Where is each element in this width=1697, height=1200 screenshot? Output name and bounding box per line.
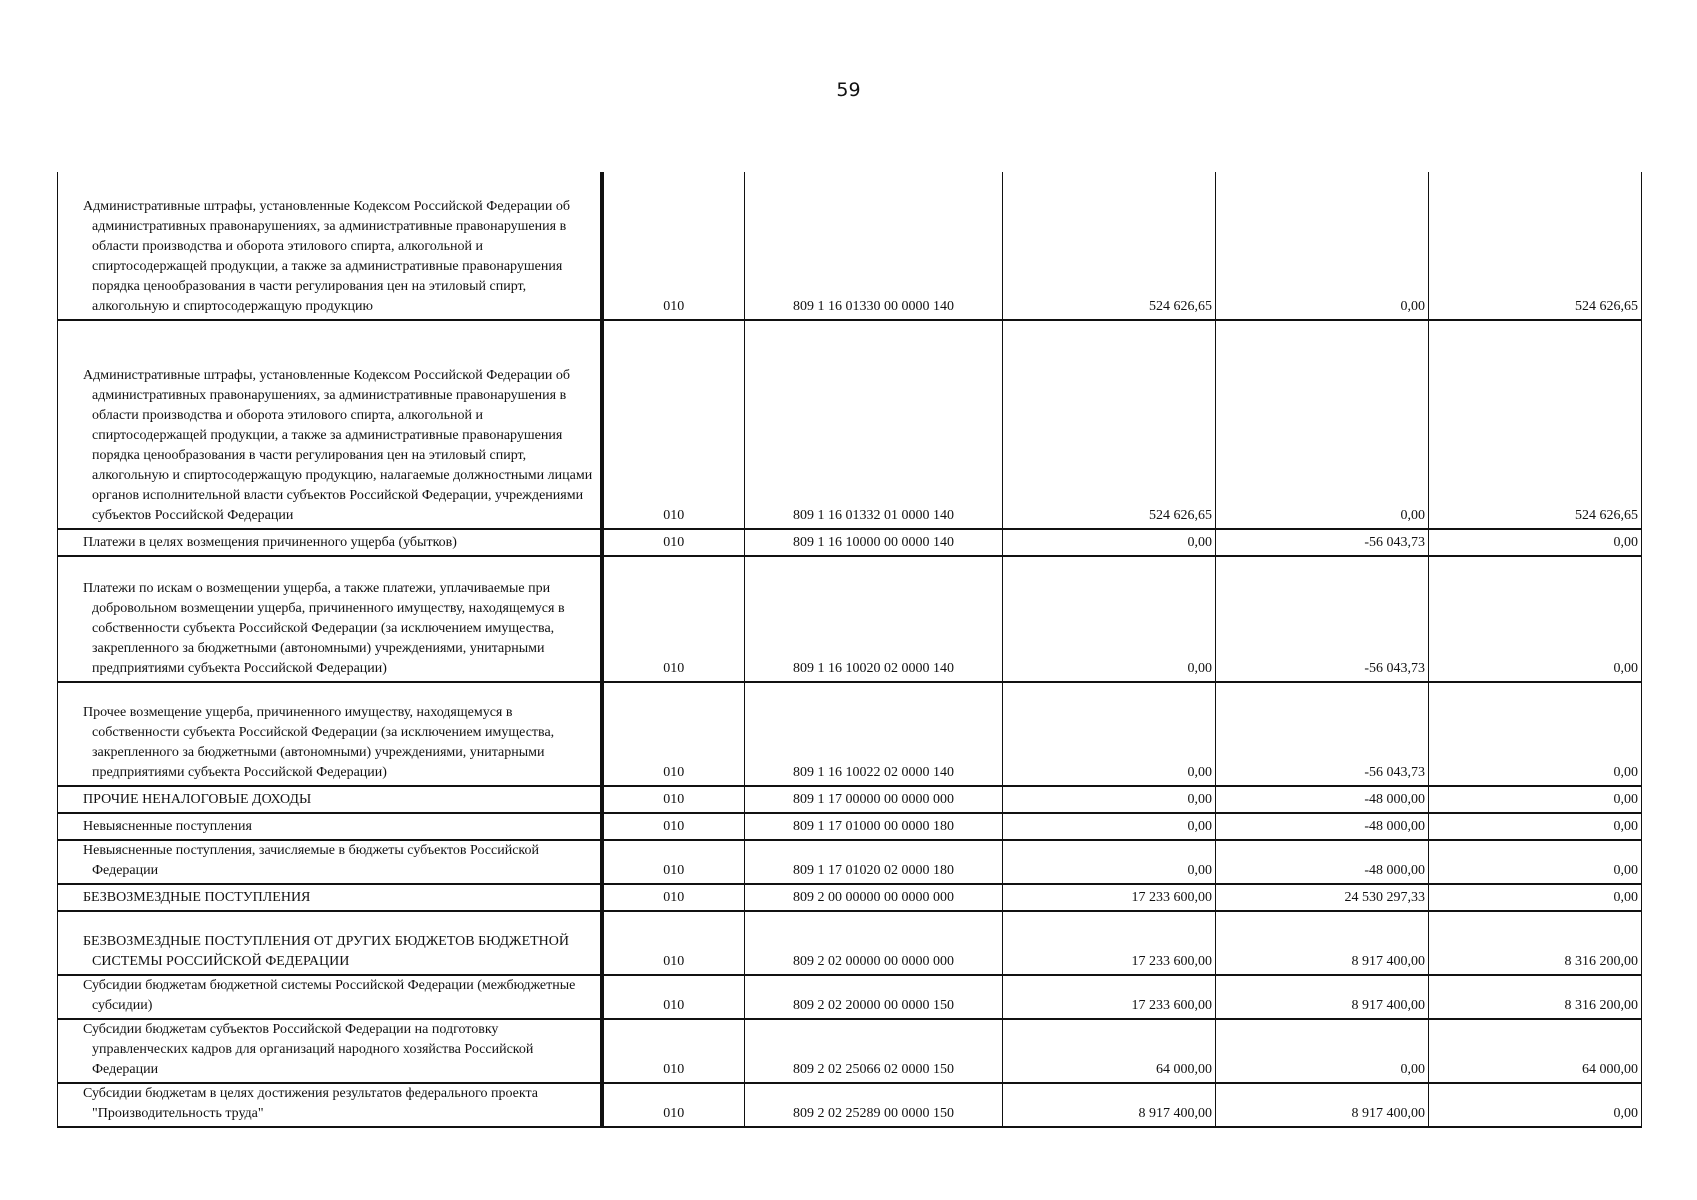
- row-income-code: 809 2 00 00000 00 0000 000: [745, 884, 1003, 911]
- row-unexecuted: 524 626,65: [1429, 320, 1642, 529]
- row-executed: 0,00: [1216, 320, 1429, 529]
- row-approved: 524 626,65: [1003, 320, 1216, 529]
- row-income-code: 809 1 16 10020 02 0000 140: [745, 556, 1003, 682]
- row-line-code: 010: [602, 1083, 745, 1127]
- row-line-code: 010: [602, 682, 745, 786]
- row-name: Прочее возмещение ущерба, причиненного имуществу, находящемуся в собственности субъекта Российской Федерации (за исключением имущества, закрепленного за бюджетными (автономными) учреждениями, унитарными предприятиями субъекта Российской Федерации): [58, 682, 602, 786]
- row-name: Платежи в целях возмещения причиненного ущерба (убытков): [58, 529, 602, 556]
- row-name: Невыясненные поступления, зачисляемые в бюджеты субъектов Российской Федерации: [58, 840, 602, 884]
- table-row: [58, 682, 1642, 786]
- row-line-code: 010: [602, 320, 745, 529]
- row-executed: -56 043,73: [1216, 682, 1429, 786]
- table-row: [58, 911, 1642, 975]
- row-unexecuted: 0,00: [1429, 884, 1642, 911]
- row-line-code: 010: [602, 172, 745, 320]
- row-unexecuted: 0,00: [1429, 840, 1642, 884]
- row-name: Административные штрафы, установленные Кодексом Российской Федерации об административных правонарушениях, за административные правонарушения в области производства и оборота этилового спирта, алкогольной и спиртосодержащей продукции, а также за административные правонарушения порядка ценообразования в части регулирования цен на этиловый спирт, алкогольную и спиртосодержащую продукцию: [58, 172, 602, 320]
- row-income-code: 809 1 17 01000 00 0000 180: [745, 813, 1003, 840]
- row-income-code: 809 2 02 25066 02 0000 150: [745, 1019, 1003, 1083]
- row-executed: 8 917 400,00: [1216, 911, 1429, 975]
- table-row: [58, 786, 1642, 813]
- row-name: БЕЗВОЗМЕЗДНЫЕ ПОСТУПЛЕНИЯ ОТ ДРУГИХ БЮДЖЕТОВ БЮДЖЕТНОЙ СИСТЕМЫ РОССИЙСКОЙ ФЕДЕРАЦИИ: [58, 911, 602, 975]
- row-approved: 524 626,65: [1003, 172, 1216, 320]
- row-name: Субсидии бюджетам в целях достижения результатов федерального проекта "Производительность труда": [58, 1083, 602, 1127]
- row-line-code: 010: [602, 556, 745, 682]
- row-income-code: 809 1 17 01020 02 0000 180: [745, 840, 1003, 884]
- row-name: БЕЗВОЗМЕЗДНЫЕ ПОСТУПЛЕНИЯ: [58, 884, 602, 911]
- row-approved: 8 917 400,00: [1003, 1083, 1216, 1127]
- row-income-code: 809 2 02 20000 00 0000 150: [745, 975, 1003, 1019]
- row-name: Субсидии бюджетам бюджетной системы Российской Федерации (межбюджетные субсидии): [58, 975, 602, 1019]
- table-row: [58, 884, 1642, 911]
- row-line-code: 010: [602, 1019, 745, 1083]
- row-income-code: 809 2 02 25289 00 0000 150: [745, 1083, 1003, 1127]
- row-unexecuted: 0,00: [1429, 1083, 1642, 1127]
- row-line-code: 010: [602, 813, 745, 840]
- page-number: 59: [836, 79, 861, 101]
- row-approved: 17 233 600,00: [1003, 884, 1216, 911]
- row-name: Невыясненные поступления: [58, 813, 602, 840]
- row-line-code: 010: [602, 840, 745, 884]
- row-unexecuted: 0,00: [1429, 556, 1642, 682]
- row-line-code: 010: [602, 529, 745, 556]
- table-row: [58, 813, 1642, 840]
- row-unexecuted: 0,00: [1429, 813, 1642, 840]
- row-name: Субсидии бюджетам субъектов Российской Федерации на подготовку управленческих кадров для организаций народного хозяйства Российской Федерации: [58, 1019, 602, 1083]
- row-line-code: 010: [602, 884, 745, 911]
- row-line-code: 010: [602, 975, 745, 1019]
- budget-income-table: [57, 172, 1642, 1128]
- row-income-code: 809 2 02 00000 00 0000 000: [745, 911, 1003, 975]
- row-unexecuted: 0,00: [1429, 786, 1642, 813]
- row-approved: 0,00: [1003, 786, 1216, 813]
- table-row: [58, 320, 1642, 529]
- row-approved: 17 233 600,00: [1003, 911, 1216, 975]
- row-executed: -56 043,73: [1216, 556, 1429, 682]
- table-row: [58, 172, 1642, 320]
- table-row: [58, 529, 1642, 556]
- row-executed: 0,00: [1216, 1019, 1429, 1083]
- row-unexecuted: 0,00: [1429, 682, 1642, 786]
- row-income-code: 809 1 16 01332 01 0000 140: [745, 320, 1003, 529]
- row-executed: 8 917 400,00: [1216, 1083, 1429, 1127]
- row-unexecuted: 8 316 200,00: [1429, 911, 1642, 975]
- row-approved: 0,00: [1003, 682, 1216, 786]
- row-name: ПРОЧИЕ НЕНАЛОГОВЫЕ ДОХОДЫ: [58, 786, 602, 813]
- row-executed: 0,00: [1216, 172, 1429, 320]
- row-income-code: 809 1 16 10000 00 0000 140: [745, 529, 1003, 556]
- row-approved: 0,00: [1003, 813, 1216, 840]
- table-row: [58, 1019, 1642, 1083]
- row-executed: -48 000,00: [1216, 786, 1429, 813]
- row-name: Платежи по искам о возмещении ущерба, а также платежи, уплачиваемые при добровольном возмещении ущерба, причиненного имуществу, находящемуся в собственности субъекта Российской Федерации (за исключением имущества, закрепленного за бюджетными (автономными) учреждениями, унитарными предприятиями субъекта Российской Федерации): [58, 556, 602, 682]
- row-line-code: 010: [602, 911, 745, 975]
- row-approved: 0,00: [1003, 840, 1216, 884]
- row-income-code: 809 1 16 01330 00 0000 140: [745, 172, 1003, 320]
- row-unexecuted: 524 626,65: [1429, 172, 1642, 320]
- row-executed: 24 530 297,33: [1216, 884, 1429, 911]
- row-approved: 0,00: [1003, 529, 1216, 556]
- row-line-code: 010: [602, 786, 745, 813]
- row-executed: -48 000,00: [1216, 840, 1429, 884]
- row-executed: -48 000,00: [1216, 813, 1429, 840]
- row-unexecuted: 64 000,00: [1429, 1019, 1642, 1083]
- table-row: [58, 975, 1642, 1019]
- row-income-code: 809 1 16 10022 02 0000 140: [745, 682, 1003, 786]
- row-executed: -56 043,73: [1216, 529, 1429, 556]
- row-unexecuted: 0,00: [1429, 529, 1642, 556]
- row-executed: 8 917 400,00: [1216, 975, 1429, 1019]
- row-approved: 17 233 600,00: [1003, 975, 1216, 1019]
- row-approved: 64 000,00: [1003, 1019, 1216, 1083]
- row-name: Административные штрафы, установленные Кодексом Российской Федерации об административных правонарушениях, за административные правонарушения в области производства и оборота этилового спирта, алкогольной и спиртосодержащей продукции, а также за административные правонарушения порядка ценообразования в части регулирования цен на этиловый спирт, алкогольную и спиртосодержащую продукцию, налагаемые должностными лицами органов исполнительной власти субъектов Российской Федерации, учреждениями субъектов Российской Федерации: [58, 320, 602, 529]
- row-approved: 0,00: [1003, 556, 1216, 682]
- table-row: [58, 556, 1642, 682]
- table-row: [58, 840, 1642, 884]
- row-income-code: 809 1 17 00000 00 0000 000: [745, 786, 1003, 813]
- row-unexecuted: 8 316 200,00: [1429, 975, 1642, 1019]
- table-row: [58, 1083, 1642, 1127]
